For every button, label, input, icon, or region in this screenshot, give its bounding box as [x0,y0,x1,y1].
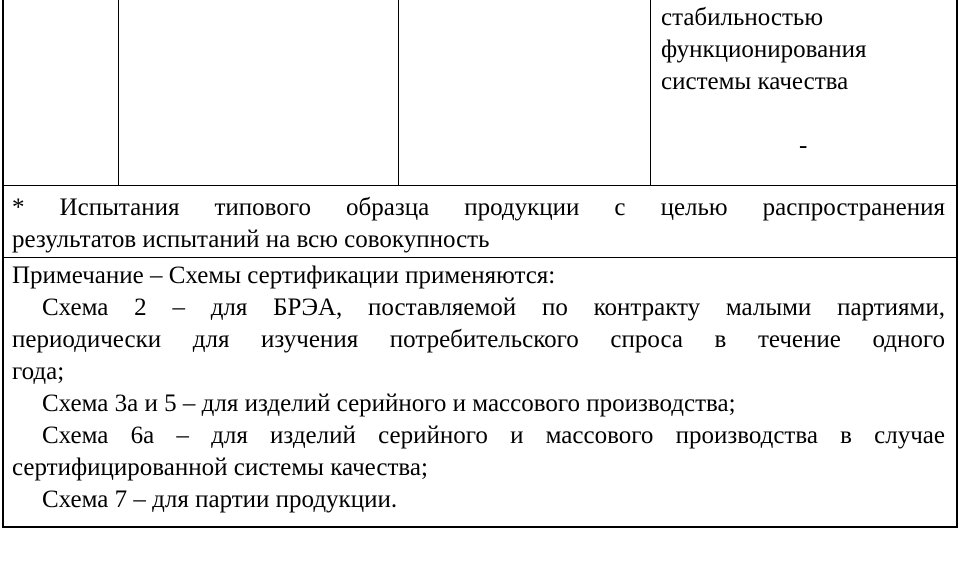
note-scheme-2-line-2: периодически для изучения потребительского спроса в течение одного [12,326,945,353]
table-border-right [956,0,958,527]
footnote-line-1: * Испытания типового образца продукции с целью распространения [12,194,945,221]
footnote-line-2: результатов испытаний на всю совокупность [12,226,490,253]
cell-line-3: системы качества [661,68,849,95]
note-scheme-6a-line-1: Схема 6а – для изделий серийного и массового производства в случае [42,422,945,449]
note-scheme-2-line-1: Схема 2 – для БРЭА, поставляемой по контракту малыми партиями, [42,294,945,321]
note-scheme-7: Схема 7 – для партии продукции. [42,486,398,513]
note-scheme-2-line-3: года; [12,358,65,385]
column-divider-2 [398,0,399,186]
note-scheme-6a-line-2: сертифицированной системы качества; [12,454,428,481]
row-divider-top-row [2,185,958,186]
cell-line-2: функционирования [661,36,867,63]
column-divider-1 [118,0,119,186]
cell-quality-system-text [661,2,866,98]
row-divider-footnote [2,257,958,258]
cell-line-1: стабильностью [661,4,823,31]
column-divider-3 [650,0,651,186]
note-heading: Примечание – Схемы сертификации применяются: [12,262,556,289]
note-scheme-3a-5: Схема 3а и 5 – для изделий серийного и массового производства; [42,390,736,417]
table-border-bottom [2,526,958,528]
footnote-text [12,192,945,256]
note-text [12,260,945,516]
table-border-left [2,0,4,527]
cell-dash: - [799,132,808,159]
